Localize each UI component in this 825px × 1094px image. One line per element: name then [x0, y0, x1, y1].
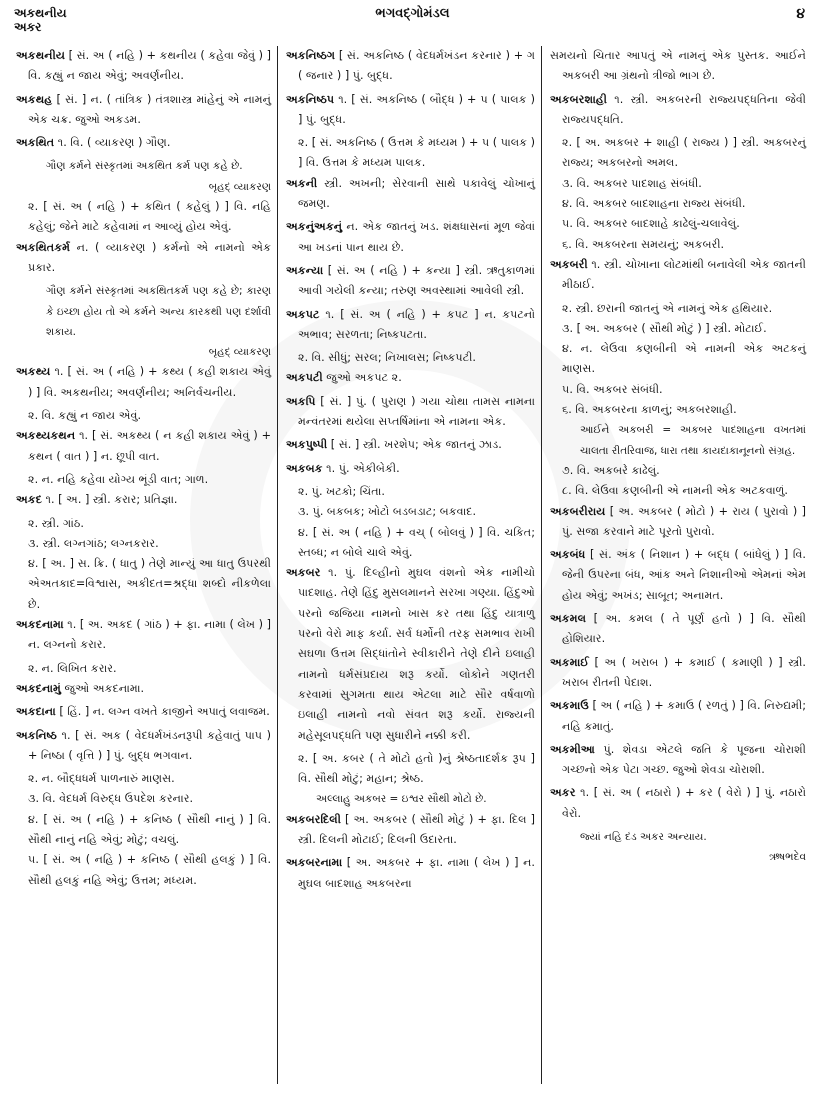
dictionary-entry	[286, 563, 535, 746]
sense-item: ૫. [ સં. અ ( નહિ ) + કનિષ્ઠ ( સૌથી હલકું ) ] વિ. સૌથી હલકું નહિ એવું; ઉત્તમ; મધ્યમ.	[28, 853, 271, 887]
definition: ૧. પું. એકીબેકી.	[326, 461, 400, 475]
headword: અકદાના	[16, 705, 56, 719]
headword: અકન્યા	[286, 263, 324, 277]
dictionary-entry	[16, 490, 271, 510]
definition: ૧. [ સં. અ ( નઠારો ) + કર ( વેરો ) ] પું. નઠારો વેરો.	[562, 786, 806, 820]
dictionary-entry	[286, 435, 535, 455]
page-number: ૪	[796, 6, 805, 22]
dictionary-entry	[286, 305, 535, 346]
sense-item: ૪. ન. લેઉવા કણબીની એ નામની એક અટકનું માણસ.	[562, 342, 806, 376]
headword: અકથ્ય	[16, 365, 51, 379]
sense-item: ૫. વિ. અકબર બાદશાહે કાઢેલું-ચલાવેલું.	[562, 217, 740, 231]
definition: ૧. [ અ. ] સ્ત્રી. કરાર; પ્રતિજ્ઞા.	[45, 493, 178, 507]
definition: [ સં. ] પું. ( પુરાણ ) ગયા ચોથા તામસ નામના મન્વંતરમાં થયેલા સપ્તર્ષિમાંના એ નામના એક.	[298, 394, 535, 429]
headword: અકથિત	[16, 136, 55, 150]
definition: ૧. સ્ત્રી. ચોખાના લોટમાંથી બનાવેલી એક જાતની મીઠાઈ.	[562, 257, 807, 292]
headword: અકનિષ્ઠ	[16, 728, 57, 742]
sense-item: ૨. વિ. કહ્યું ન જાય એવું.	[28, 409, 142, 423]
definition: [ સં. ] સ્ત્રી. ખરશેપ; એક જાતનું ઝાડ.	[330, 438, 502, 452]
definition: [ સં. અંક ( નિશાન ) + બદ્ધ ( બાંધેલું ) ] વિ. જેની ઉપરના બંધ, આંક અને નિશાનીઓ એમનાં એમ હોય એવું; અખંડ; સાબૂત; અનામત.	[562, 548, 806, 602]
dictionary-entry	[16, 702, 271, 722]
sense-item: ૨. ન. બૌદ્ધધર્મ પાળનારું માણસ.	[28, 772, 175, 786]
sense-item: ૨. [ સં. અકનિષ્ઠ ( ઉત્તમ કે મધ્યમ ) + પ ( પાલક ) ] વિ. ઉત્તમ કે મધ્યમ પાલક.	[298, 136, 535, 170]
headword: અકબરી	[550, 257, 588, 271]
citation-source: બૃહદ્ વ્યાકરણ	[208, 346, 271, 359]
headword: અકબરશાહી	[550, 92, 607, 106]
dictionary-entry	[16, 426, 271, 467]
usage-quote: આઈને અકબરી = અકબર પાદશાહના વખતમાં ચાલતા રીતરિવાજ, ધારા તથા કાયદાકાનૂનનો સંગ્રહ.	[580, 424, 806, 457]
sense-item: ૩. વિ. વેદધર્મ વિરુદ્ધ ઉપદેશ કરનાર.	[28, 792, 194, 806]
headword: અકમલ	[550, 612, 587, 626]
dictionary-entry	[286, 368, 535, 388]
dictionary-entry	[550, 90, 806, 131]
definition: ૧. [ સં. અકથ્ય ( ન કહી શકાય એવું ) + કથન ( વાત ) ] ન. છૂપી વાત.	[28, 429, 271, 463]
sense-item: ૨. સ્ત્રી. ગાંઠ.	[28, 516, 84, 530]
dictionary-entry	[550, 545, 806, 606]
definition: [ અ. અકબર + ફા. નામા ( લેખ ) ] ન. મુઘલ બાદશાહ અકબરના	[298, 856, 535, 890]
sense-item: ૪. વિ. અકબર બાદશાહના રાજ્ય સંબંધી.	[562, 197, 746, 211]
dictionary-entry	[286, 261, 535, 302]
dictionary-entry	[286, 853, 535, 894]
definition: સ્ત્રી. અખની; સેરવાની સાથે પકાવેલું ચોખાનું જમણ.	[298, 176, 535, 211]
sense-item: ૨. [ અ. કબર ( તે મોટો હતો )નું શ્રેષ્ઠતાદર્શક રૂપ ] વિ. સૌથી મોટું; મહાન; શ્રેષ્ઠ.	[298, 751, 535, 786]
dictionary-entry	[16, 726, 271, 767]
dictionary-entry	[16, 679, 271, 699]
citation-source: ઋષભદેવ	[769, 851, 806, 864]
headword: અકબરનામા	[286, 856, 343, 870]
headword: અકપુષ્પી	[286, 438, 328, 452]
definition: ૧. [ અ. અકદ ( ગાંઠ ) + ફા. નામા ( લેખ ) ] ન. લગ્નનો કરાર.	[28, 618, 272, 652]
dictionary-entry	[286, 392, 535, 433]
sense-item: ૭. વિ. અકબરે કાઢેલું.	[562, 463, 660, 477]
headword: અકપટ	[286, 307, 320, 321]
dictionary-entry	[16, 90, 271, 131]
headword: અકદ	[16, 493, 42, 507]
headword: અકથનીય	[16, 49, 65, 62]
definition: [ સં. અ ( નહિ ) + કથનીય ( કહેવા જેવું ) ] વિ. કહ્યું ન જાય એવું; અવર્ણનીય.	[28, 49, 271, 83]
citation-source: બૃહદ્ વ્યાકરણ	[208, 180, 271, 193]
definition: [ સં. અ ( નહિ ) + કન્યા ] સ્ત્રી. ઋતુકાળમાં આવી ગયેલી કન્યા; તરુણ અવસ્થામાં આવેલી સ્ત્રી.	[298, 263, 535, 298]
headword: અકનિષ્ઠગ	[286, 49, 336, 62]
definition: ન. ( વ્યાકરણ ) કર્મનો એ નામનો એક પ્રકાર.	[28, 240, 271, 274]
dictionary-entry	[286, 459, 535, 479]
usage-quote: અલ્લાહુ અકબર = ઇશ્વર સૌથી મોટો છે.	[316, 793, 487, 806]
column-1	[10, 46, 278, 1084]
column-2	[278, 46, 542, 1084]
sense-item: ૨. વિ. સીધું; સરલ; નિખાલસ; નિષ્કપટી.	[298, 351, 476, 365]
definition: [ હિં. ] ન. લગ્ન વખતે કાજીને અપાતું લવાજમ.	[59, 705, 270, 719]
dictionary-entry	[16, 615, 271, 656]
page-header	[14, 6, 811, 42]
headword: અકપટી	[286, 371, 323, 385]
dictionary-entry	[16, 362, 271, 403]
dictionary-entry	[286, 46, 535, 87]
headword: અકથહ	[16, 92, 53, 106]
headword: અકબક	[286, 461, 323, 475]
headword: અકબરીરાય	[550, 504, 606, 518]
headword: અકર	[550, 786, 576, 800]
usage-quote: જ્યાં નહિ દંડ અકર અન્યાય.	[580, 830, 707, 843]
definition: [ સં. અકનિષ્ઠ ( વેદધર્મખંડન કરનાર ) + ગ ( જનાર ) ] પું. બુદ્ધ.	[298, 49, 535, 83]
definition: ૧. વિ. ( વ્યાકરણ ) ગૌણ.	[57, 136, 171, 150]
definition: [ સં. ] ન. ( તાંત્રિક ) તંત્રશાસ્ત્ર માંહેનું એ નામનું એક ચક્ર. જુઓ અકડમ.	[28, 92, 271, 126]
dictionary-entry	[16, 133, 271, 153]
guide-word-first: અકથનીય	[14, 6, 67, 20]
sense-item: ૨. ન. લિખિત કરાર.	[28, 661, 117, 675]
definition: [ અ ( ખરાબ ) + કમાઈ ( કમાણી ) ] સ્ત્રી. ખરાબ રીતની પેદાશ.	[562, 655, 806, 689]
definition: જુઓ અકપટ ૨.	[326, 371, 402, 385]
usage-quote: ગૌણ કર્મને સંસ્કૃતમાં અકથિતકર્મ પણ કહે છે; કારણ કે ઇચ્છા હોય તો એ કર્મને અન્ય કારકથી પણ દર્શાવી શકાય.	[46, 285, 271, 338]
definition: ન. એક જાતનું ખડ. શંક્ષધાસનાં મૂળ જેવાં આ ખડનાં પાન થાય છે.	[298, 220, 535, 254]
headword: અકનિષ્ઠપ	[286, 92, 335, 106]
headword: અકપિ	[286, 394, 316, 408]
definition: સમયનો ચિતાર આપતું એ નામનું એક પુસ્તક. આઈને અકબરી આ ગ્રંથનો ત્રીજો ભાગ છે.	[550, 49, 806, 83]
headword: અકથ્યકથન	[16, 429, 76, 443]
guide-word-last: અકર	[14, 20, 42, 34]
page-title: ભગવદ્ગોમંડલ	[375, 6, 450, 21]
headword: અકદનામા	[16, 618, 64, 632]
definition: ૧. પું. દિલ્હીનો મુઘલ વંશનો એક નામીચો પાદશાહ. તેણે હિંદુ મુસલમાનને સરખા ગણ્યા. હિંદુઓ પરનો જજિયા નામનો ખાસ કર તથા હિંદુ યાત્રાળુ પરનો વેરો માફ કર્યા. સર્વ ધર્મોની તરફ સમભાવ રાખી સઘળા ઉત્તમ સિદ્ધાંતોને સ્વીકારીને તેણે દીને ઇલાહી નામનો ધર્મસંપ્રદાય શરૂ કર્યો. લોકોને ગણતરી કરવામાં સુગમતા થાય એટલા માટે સૌર વર્ષવાળો ઇલાહી નામનો નવો સંવત શરૂ કર્યો. રાજ્યની મહેસૂલપદ્ધતિ પણ સુધારીને નક્કી કરી.	[298, 566, 535, 742]
headword: અકબર	[286, 566, 321, 580]
column-3	[542, 46, 812, 1084]
headword: અકમાઉ	[550, 699, 589, 713]
dictionary-entry	[286, 174, 535, 215]
sense-item: ૨. પું. ખટકો; ચિંતા.	[298, 484, 385, 498]
definition: ૧. [ સં. અકનિષ્ઠ ( બૌદ્ધ ) + પ ( પાલક ) ] પું. બુદ્ધ.	[298, 92, 535, 126]
sense-item: ૨. સ્ત્રી. છરાની જાતનું એ નામનું એક હથિયાર.	[562, 301, 773, 315]
headword: અકથિતકર્મ	[16, 240, 71, 254]
definition: ૧. [ સં. અ ( નહિ ) + કથ્ય ( કહી શકાય એવું ) ] વિ. અકથનીય; અવર્ણનીય; અનિર્વચનીય.	[28, 365, 271, 399]
dictionary-entry	[550, 783, 806, 824]
definition: [ અ. કમલ ( તે પૂર્ણ હતો ) ] વિ. સૌથી હોશિયાર.	[562, 612, 806, 646]
dictionary-entry	[550, 255, 806, 296]
dictionary-entry	[550, 740, 806, 781]
dictionary-entry	[286, 217, 535, 258]
definition: પું. શેવડા એટલે જતિ કે પૂજના ચોરાશી ગચ્છનો એક પેટા ગચ્છ. જુઓ શેવડા ચોરાશી.	[562, 742, 806, 777]
sense-item: ૨. ન. નહિ કહેવા યોગ્ય ભૂંડી વાત; ગાળ.	[28, 472, 209, 486]
dictionary-entry	[16, 46, 271, 87]
dictionary-entry	[550, 502, 806, 543]
sense-item: ૫. વિ. અકબર સંબંધી.	[562, 382, 663, 396]
headword: અકમાઈ	[550, 655, 589, 669]
headword: અકબરદિલી	[286, 812, 341, 826]
headword: અકબંધ	[550, 548, 586, 562]
definition: ૧. સ્ત્રી. અકબરની રાજ્યપદ્ધતિના જેવી રાજ્યપદ્ધતિ.	[562, 92, 806, 126]
sense-item: ૮. વિ. લેઉવા કણબીની એ નામની એક અટકવાળું.	[562, 484, 788, 498]
dictionary-entry	[550, 46, 806, 87]
dictionary-columns	[10, 46, 817, 1084]
sense-item: ૪. [ સં. અ ( નહિ ) + કનિષ્ઠ ( સૌથી નાનું ) ] વિ. સૌથી નાનું નહિ એવું; મોટું; વચલું.	[28, 812, 271, 846]
headword: અકદનામું	[16, 681, 61, 695]
dictionary-entry	[550, 696, 806, 737]
sense-item: ૩. વિ. અકબર પાદશાહ સંબંધી.	[562, 176, 702, 190]
definition: ૧. [ સં. અ ( નહિ ) + કપટ ] ન. કપટનો અભાવ; સરળતા; નિષ્કપટતા.	[298, 307, 535, 341]
sense-item: ૨. [ સં. અ ( નહિ ) + કથિત ( કહેલું ) ] વિ. નહિ કહેલું; જેને માટે કહેવામાં ન આવ્યું હોય એવું.	[28, 200, 271, 234]
dictionary-entry	[16, 238, 271, 279]
definition: ૧. [ સં. અક ( વેદધર્મખંડનરૂપી કહેવાતું પાપ ) + નિષ્ઠા ( વૃત્તિ ) ] પું. બુદ્ધ ભગવાન.	[28, 728, 271, 762]
sense-item: ૬. વિ. અકબરના સમયનું; અકબરી.	[562, 237, 725, 251]
sense-item: ૪. [ અ. ] સ. ક્રિ. ( ધાતુ ) તેણે માન્યું આ ધાતુ ઉપરથી એઅતકાદ=વિશ્વાસ, અકીદત=શ્રદ્ધા શબ્દો નીકળેલા છે.	[28, 557, 271, 611]
dictionary-entry	[286, 90, 535, 131]
definition: જુઓ અકદનામા.	[64, 681, 145, 695]
dictionary-entry	[550, 609, 806, 650]
usage-quote: ગૌણ કર્મને સંસ્કૃતમાં અકથિત કર્મ પણ કહે છે.	[46, 160, 243, 173]
sense-item: ૬. વિ. અકબરના કાળનું; અકબરશાહી.	[562, 403, 737, 417]
definition: [ અ. અકબર ( મોટો ) + રાય ( પુરાવો ) ] પું. સજા કરવાને માટે પૂરતો પુરાવો.	[562, 504, 806, 538]
headword: અકની	[286, 176, 318, 190]
sense-item: ૪. [ સં. અ ( નહિ ) + વચ્ ( બોલવું ) ] વિ. ચકિત; સ્તબ્ધ; ન બોલે ચાલે એવું.	[298, 525, 535, 559]
headword: અકમીઆ	[550, 742, 596, 756]
dictionary-entry	[550, 653, 806, 694]
definition: [ અ ( નહિ ) + કમાઉ ( રળતું ) ] વિ. નિરુદ્યમી; નહિ કમાતું.	[562, 699, 807, 733]
sense-item: ૩. સ્ત્રી. લગ્નગાંઠ; લગ્નકરાર.	[28, 536, 159, 550]
dictionary-entry	[286, 810, 535, 851]
sense-item: ૩. પું. બકબક; ખોટો બડબડાટ; બકવાદ.	[298, 505, 477, 519]
sense-item: ૨. [ અ. અકબર + શાહી ( રાજ્ય ) ] સ્ત્રી. અકબરનું રાજ્ય; અકબરનો અમલ.	[562, 136, 806, 170]
sense-item: ૩. [ અ. અકબર ( સૌથી મોટું ) ] સ્ત્રી. મોટાઈ.	[562, 321, 767, 335]
definition: [ અ. અકબર ( સૌથી મોટું ) + ફા. દિલ ] સ્ત્રી. દિલની મોટાઈ; દિલની ઉદારતા.	[298, 812, 535, 846]
headword: અકનુંઅકનું	[286, 220, 343, 234]
